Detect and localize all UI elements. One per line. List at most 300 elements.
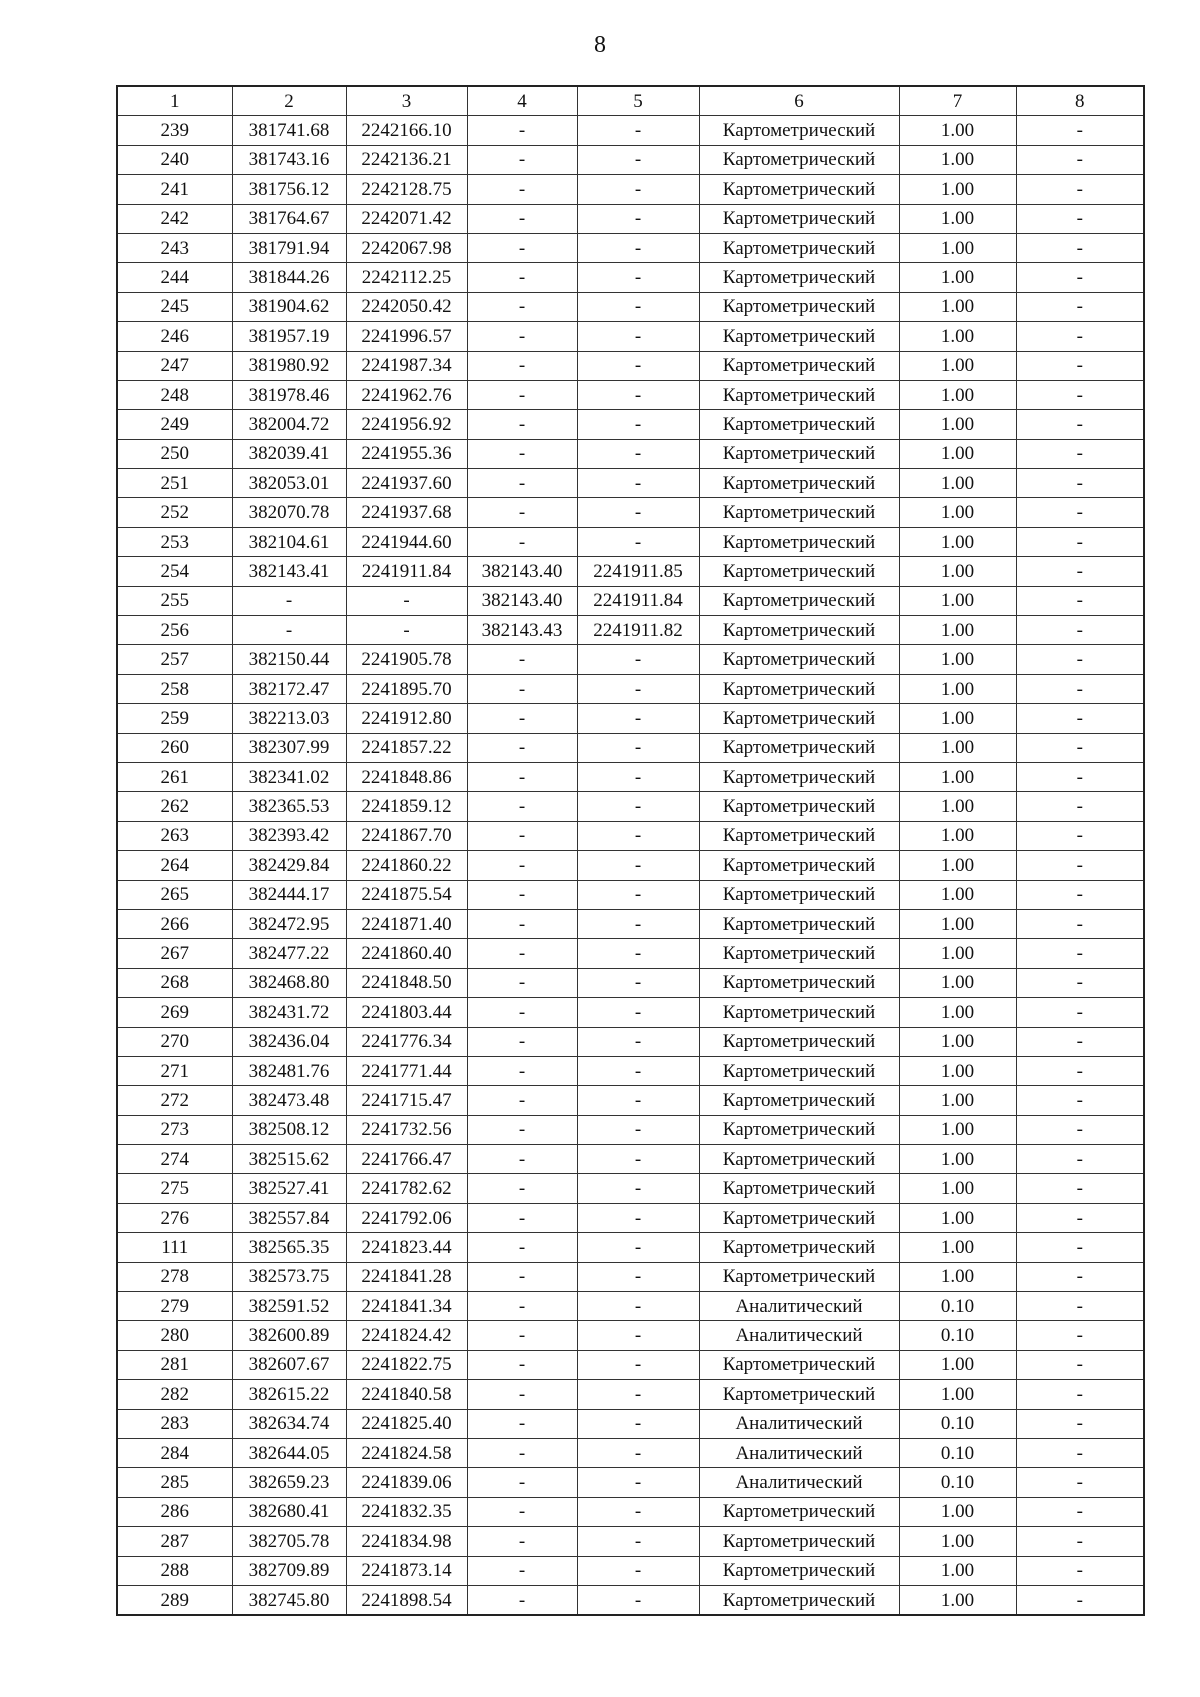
- table-header: [117, 86, 1144, 116]
- cell-method: Картометрический: [699, 968, 899, 997]
- column-header-1: 1: [117, 86, 232, 116]
- cell-note: -: [1016, 1321, 1144, 1350]
- cell-accuracy: 1.00: [899, 674, 1016, 703]
- cell-accuracy: 1.00: [899, 292, 1016, 321]
- cell-y-coordinate: 2241823.44: [346, 1233, 467, 1262]
- cell-x-coordinate-alt: -: [467, 322, 577, 351]
- cell-y-coordinate: 2242067.98: [346, 233, 467, 262]
- table-row: [117, 1233, 1144, 1262]
- cell-y-coordinate: 2241871.40: [346, 909, 467, 938]
- cell-point-number: 268: [117, 968, 232, 997]
- cell-accuracy: 1.00: [899, 1145, 1016, 1174]
- cell-x-coordinate-alt: -: [467, 1321, 577, 1350]
- cell-note: -: [1016, 1438, 1144, 1467]
- cell-x-coordinate-alt: -: [467, 527, 577, 556]
- cell-note: -: [1016, 1497, 1144, 1526]
- cell-method: Картометрический: [699, 939, 899, 968]
- cell-accuracy: 0.10: [899, 1468, 1016, 1497]
- table-row: [117, 380, 1144, 409]
- cell-method: Картометрический: [699, 1233, 899, 1262]
- cell-x-coordinate: 382307.99: [232, 733, 346, 762]
- cell-y-coordinate: 2241776.34: [346, 1027, 467, 1056]
- cell-y-coordinate: 2242136.21: [346, 145, 467, 174]
- table-row: [117, 586, 1144, 615]
- cell-x-coordinate: 382709.89: [232, 1556, 346, 1585]
- cell-y-coordinate-alt: -: [577, 1086, 699, 1115]
- cell-y-coordinate-alt: -: [577, 762, 699, 791]
- cell-method: Картометрический: [699, 851, 899, 880]
- cell-accuracy: 1.00: [899, 645, 1016, 674]
- cell-y-coordinate-alt: -: [577, 733, 699, 762]
- cell-y-coordinate-alt: -: [577, 322, 699, 351]
- cell-note: -: [1016, 968, 1144, 997]
- cell-x-coordinate-alt: -: [467, 1145, 577, 1174]
- cell-x-coordinate: 382070.78: [232, 498, 346, 527]
- cell-x-coordinate: 381957.19: [232, 322, 346, 351]
- column-header-4: 4: [467, 86, 577, 116]
- cell-y-coordinate: 2241987.34: [346, 351, 467, 380]
- cell-point-number: 245: [117, 292, 232, 321]
- table-row: [117, 1438, 1144, 1467]
- cell-x-coordinate-alt: -: [467, 733, 577, 762]
- cell-x-coordinate: 382565.35: [232, 1233, 346, 1262]
- table-row: [117, 704, 1144, 733]
- cell-y-coordinate: 2242112.25: [346, 263, 467, 292]
- cell-method: Картометрический: [699, 616, 899, 645]
- cell-note: -: [1016, 1292, 1144, 1321]
- cell-point-number: 244: [117, 263, 232, 292]
- table-row: [117, 498, 1144, 527]
- cell-y-coordinate-alt: -: [577, 175, 699, 204]
- cell-x-coordinate: 382365.53: [232, 792, 346, 821]
- cell-y-coordinate-alt: -: [577, 1262, 699, 1291]
- table-row: [117, 1027, 1144, 1056]
- cell-note: -: [1016, 145, 1144, 174]
- cell-note: -: [1016, 1380, 1144, 1409]
- cell-accuracy: 1.00: [899, 145, 1016, 174]
- cell-x-coordinate: 382436.04: [232, 1027, 346, 1056]
- table-row: [117, 792, 1144, 821]
- cell-point-number: 269: [117, 998, 232, 1027]
- table-row: [117, 1321, 1144, 1350]
- cell-y-coordinate: 2241857.22: [346, 733, 467, 762]
- cell-y-coordinate: 2241860.22: [346, 851, 467, 880]
- cell-point-number: 282: [117, 1380, 232, 1409]
- cell-y-coordinate-alt: -: [577, 292, 699, 321]
- cell-x-coordinate-alt: -: [467, 380, 577, 409]
- cell-x-coordinate: 382039.41: [232, 439, 346, 468]
- cell-x-coordinate-alt: 382143.43: [467, 616, 577, 645]
- cell-note: -: [1016, 762, 1144, 791]
- cell-note: -: [1016, 909, 1144, 938]
- cell-note: -: [1016, 821, 1144, 850]
- cell-x-coordinate-alt: -: [467, 762, 577, 791]
- cell-method: Картометрический: [699, 175, 899, 204]
- cell-y-coordinate-alt: -: [577, 1203, 699, 1232]
- cell-y-coordinate-alt: -: [577, 1115, 699, 1144]
- cell-y-coordinate: 2241875.54: [346, 880, 467, 909]
- cell-y-coordinate-alt: -: [577, 1233, 699, 1262]
- cell-accuracy: 1.00: [899, 1585, 1016, 1615]
- cell-accuracy: 1.00: [899, 821, 1016, 850]
- cell-point-number: 265: [117, 880, 232, 909]
- cell-accuracy: 1.00: [899, 586, 1016, 615]
- cell-accuracy: 1.00: [899, 380, 1016, 409]
- cell-method: Картометрический: [699, 733, 899, 762]
- cell-y-coordinate-alt: -: [577, 380, 699, 409]
- cell-y-coordinate: 2241792.06: [346, 1203, 467, 1232]
- cell-x-coordinate-alt: -: [467, 116, 577, 145]
- cell-accuracy: 1.00: [899, 939, 1016, 968]
- column-header-8: 8: [1016, 86, 1144, 116]
- cell-point-number: 281: [117, 1350, 232, 1379]
- cell-y-coordinate-alt: -: [577, 1585, 699, 1615]
- cell-method: Картометрический: [699, 645, 899, 674]
- table-row: [117, 1145, 1144, 1174]
- cell-point-number: 287: [117, 1527, 232, 1556]
- cell-point-number: 249: [117, 410, 232, 439]
- cell-y-coordinate: 2242166.10: [346, 116, 467, 145]
- table-row: [117, 645, 1144, 674]
- cell-y-coordinate: 2241822.75: [346, 1350, 467, 1379]
- cell-x-coordinate: -: [232, 586, 346, 615]
- cell-note: -: [1016, 380, 1144, 409]
- table-row: [117, 439, 1144, 468]
- cell-point-number: 276: [117, 1203, 232, 1232]
- table-row: [117, 1174, 1144, 1203]
- cell-accuracy: 1.00: [899, 175, 1016, 204]
- cell-method: Картометрический: [699, 704, 899, 733]
- cell-point-number: 259: [117, 704, 232, 733]
- cell-x-coordinate-alt: -: [467, 1497, 577, 1526]
- cell-note: -: [1016, 1145, 1144, 1174]
- cell-y-coordinate: 2241782.62: [346, 1174, 467, 1203]
- cell-x-coordinate: 382468.80: [232, 968, 346, 997]
- page-number: 8: [594, 32, 606, 58]
- cell-method: Картометрический: [699, 527, 899, 556]
- column-header-2: 2: [232, 86, 346, 116]
- cell-x-coordinate-alt: -: [467, 410, 577, 439]
- cell-point-number: 284: [117, 1438, 232, 1467]
- cell-y-coordinate-alt: -: [577, 1027, 699, 1056]
- cell-accuracy: 1.00: [899, 616, 1016, 645]
- cell-x-coordinate-alt: -: [467, 821, 577, 850]
- cell-y-coordinate-alt: -: [577, 851, 699, 880]
- cell-x-coordinate-alt: -: [467, 439, 577, 468]
- table-row: [117, 821, 1144, 850]
- cell-point-number: 274: [117, 1145, 232, 1174]
- cell-accuracy: 1.00: [899, 557, 1016, 586]
- cell-method: Картометрический: [699, 998, 899, 1027]
- table-row: [117, 1380, 1144, 1409]
- cell-point-number: 248: [117, 380, 232, 409]
- cell-x-coordinate-alt: -: [467, 351, 577, 380]
- cell-point-number: 283: [117, 1409, 232, 1438]
- cell-x-coordinate: 382600.89: [232, 1321, 346, 1350]
- cell-x-coordinate-alt: -: [467, 1527, 577, 1556]
- cell-y-coordinate: 2242071.42: [346, 204, 467, 233]
- cell-accuracy: 1.00: [899, 351, 1016, 380]
- cell-method: Картометрический: [699, 498, 899, 527]
- column-header-3: 3: [346, 86, 467, 116]
- cell-x-coordinate-alt: -: [467, 1380, 577, 1409]
- cell-point-number: 250: [117, 439, 232, 468]
- cell-y-coordinate-alt: -: [577, 498, 699, 527]
- cell-y-coordinate: 2241841.34: [346, 1292, 467, 1321]
- cell-point-number: 246: [117, 322, 232, 351]
- cell-note: -: [1016, 410, 1144, 439]
- cell-x-coordinate-alt: 382143.40: [467, 586, 577, 615]
- cell-x-coordinate: 382150.44: [232, 645, 346, 674]
- cell-note: -: [1016, 1056, 1144, 1085]
- cell-x-coordinate: 382557.84: [232, 1203, 346, 1232]
- cell-accuracy: 1.00: [899, 1262, 1016, 1291]
- cell-method: Картометрический: [699, 1350, 899, 1379]
- cell-y-coordinate-alt: -: [577, 116, 699, 145]
- cell-x-coordinate-alt: -: [467, 233, 577, 262]
- cell-note: -: [1016, 557, 1144, 586]
- cell-x-coordinate: 382473.48: [232, 1086, 346, 1115]
- table-row: [117, 1203, 1144, 1232]
- cell-x-coordinate: 381743.16: [232, 145, 346, 174]
- table-row: [117, 1585, 1144, 1615]
- cell-x-coordinate-alt: -: [467, 1292, 577, 1321]
- cell-method: Картометрический: [699, 1585, 899, 1615]
- cell-x-coordinate: 382053.01: [232, 469, 346, 498]
- cell-accuracy: 1.00: [899, 1497, 1016, 1526]
- cell-x-coordinate: 382477.22: [232, 939, 346, 968]
- table-row: [117, 968, 1144, 997]
- cell-accuracy: 1.00: [899, 851, 1016, 880]
- cell-method: Картометрический: [699, 1262, 899, 1291]
- cell-y-coordinate: 2241803.44: [346, 998, 467, 1027]
- column-header-6: 6: [699, 86, 899, 116]
- cell-x-coordinate-alt: -: [467, 645, 577, 674]
- table-body: [117, 116, 1144, 1615]
- cell-accuracy: 1.00: [899, 469, 1016, 498]
- cell-note: -: [1016, 1585, 1144, 1615]
- cell-x-coordinate: 382615.22: [232, 1380, 346, 1409]
- cell-x-coordinate: 382431.72: [232, 998, 346, 1027]
- table-row: [117, 1056, 1144, 1085]
- cell-x-coordinate-alt: -: [467, 939, 577, 968]
- cell-y-coordinate-alt: -: [577, 527, 699, 556]
- cell-y-coordinate: 2242128.75: [346, 175, 467, 204]
- cell-accuracy: 1.00: [899, 116, 1016, 145]
- cell-x-coordinate: 381791.94: [232, 233, 346, 262]
- cell-method: Картометрический: [699, 233, 899, 262]
- cell-y-coordinate: 2241840.58: [346, 1380, 467, 1409]
- cell-note: -: [1016, 204, 1144, 233]
- cell-note: -: [1016, 704, 1144, 733]
- cell-method: Картометрический: [699, 145, 899, 174]
- cell-y-coordinate: 2241732.56: [346, 1115, 467, 1144]
- cell-point-number: 279: [117, 1292, 232, 1321]
- cell-note: -: [1016, 1233, 1144, 1262]
- cell-x-coordinate: 382634.74: [232, 1409, 346, 1438]
- cell-y-coordinate: 2241956.92: [346, 410, 467, 439]
- table-row: [117, 175, 1144, 204]
- cell-x-coordinate: 382004.72: [232, 410, 346, 439]
- table-row: [117, 145, 1144, 174]
- cell-point-number: 242: [117, 204, 232, 233]
- table-row: [117, 1086, 1144, 1115]
- cell-x-coordinate-alt: -: [467, 263, 577, 292]
- cell-method: Картометрический: [699, 469, 899, 498]
- cell-note: -: [1016, 674, 1144, 703]
- table-row: [117, 1556, 1144, 1585]
- cell-note: -: [1016, 527, 1144, 556]
- cell-method: Картометрический: [699, 410, 899, 439]
- cell-note: -: [1016, 233, 1144, 262]
- cell-y-coordinate: 2241944.60: [346, 527, 467, 556]
- cell-accuracy: 1.00: [899, 998, 1016, 1027]
- cell-y-coordinate-alt: -: [577, 1497, 699, 1526]
- cell-method: Картометрический: [699, 1086, 899, 1115]
- cell-y-coordinate: 2241873.14: [346, 1556, 467, 1585]
- cell-x-coordinate: 382213.03: [232, 704, 346, 733]
- cell-x-coordinate-alt: -: [467, 674, 577, 703]
- cell-y-coordinate-alt: -: [577, 204, 699, 233]
- cell-x-coordinate-alt: -: [467, 292, 577, 321]
- cell-y-coordinate-alt: -: [577, 704, 699, 733]
- cell-note: -: [1016, 1174, 1144, 1203]
- cell-note: -: [1016, 586, 1144, 615]
- cell-method: Картометрический: [699, 351, 899, 380]
- cell-note: -: [1016, 292, 1144, 321]
- cell-y-coordinate-alt: -: [577, 792, 699, 821]
- cell-x-coordinate: 382341.02: [232, 762, 346, 791]
- cell-y-coordinate-alt: -: [577, 145, 699, 174]
- cell-note: -: [1016, 1027, 1144, 1056]
- cell-y-coordinate-alt: -: [577, 1145, 699, 1174]
- table-row: [117, 116, 1144, 145]
- cell-note: -: [1016, 1527, 1144, 1556]
- cell-x-coordinate: 382527.41: [232, 1174, 346, 1203]
- cell-accuracy: 1.00: [899, 204, 1016, 233]
- cell-method: Картометрический: [699, 1115, 899, 1144]
- cell-accuracy: 1.00: [899, 880, 1016, 909]
- cell-x-coordinate: 382591.52: [232, 1292, 346, 1321]
- cell-x-coordinate-alt: -: [467, 145, 577, 174]
- cell-accuracy: 0.10: [899, 1409, 1016, 1438]
- cell-method: Картометрический: [699, 1527, 899, 1556]
- cell-y-coordinate: 2241895.70: [346, 674, 467, 703]
- table-row: [117, 351, 1144, 380]
- cell-point-number: 270: [117, 1027, 232, 1056]
- table-row: [117, 1468, 1144, 1497]
- table-row: [117, 469, 1144, 498]
- table-row: [117, 762, 1144, 791]
- cell-x-coordinate: -: [232, 616, 346, 645]
- cell-x-coordinate: 381844.26: [232, 263, 346, 292]
- table-row: [117, 263, 1144, 292]
- cell-x-coordinate: 381978.46: [232, 380, 346, 409]
- cell-x-coordinate-alt: -: [467, 851, 577, 880]
- cell-method: Картометрический: [699, 762, 899, 791]
- cell-y-coordinate: 2241771.44: [346, 1056, 467, 1085]
- table-row: [117, 616, 1144, 645]
- cell-note: -: [1016, 880, 1144, 909]
- cell-accuracy: 1.00: [899, 733, 1016, 762]
- cell-x-coordinate: 382705.78: [232, 1527, 346, 1556]
- cell-method: Картометрический: [699, 1203, 899, 1232]
- cell-point-number: 266: [117, 909, 232, 938]
- cell-method: Картометрический: [699, 439, 899, 468]
- cell-note: -: [1016, 939, 1144, 968]
- cell-note: -: [1016, 998, 1144, 1027]
- cell-accuracy: 0.10: [899, 1438, 1016, 1467]
- cell-accuracy: 1.00: [899, 909, 1016, 938]
- cell-y-coordinate: 2241898.54: [346, 1585, 467, 1615]
- cell-x-coordinate: 382573.75: [232, 1262, 346, 1291]
- cell-note: -: [1016, 733, 1144, 762]
- cell-y-coordinate: -: [346, 616, 467, 645]
- cell-point-number: 271: [117, 1056, 232, 1085]
- cell-x-coordinate-alt: -: [467, 1174, 577, 1203]
- cell-y-coordinate-alt: -: [577, 1438, 699, 1467]
- cell-x-coordinate-alt: -: [467, 704, 577, 733]
- table-row: [117, 1350, 1144, 1379]
- cell-point-number: 251: [117, 469, 232, 498]
- cell-y-coordinate-alt: 2241911.82: [577, 616, 699, 645]
- cell-x-coordinate-alt: -: [467, 204, 577, 233]
- cell-accuracy: 1.00: [899, 1027, 1016, 1056]
- cell-x-coordinate-alt: -: [467, 880, 577, 909]
- cell-x-coordinate: 381904.62: [232, 292, 346, 321]
- cell-accuracy: 1.00: [899, 1115, 1016, 1144]
- cell-point-number: 240: [117, 145, 232, 174]
- cell-method: Картометрический: [699, 380, 899, 409]
- cell-y-coordinate: 2241937.68: [346, 498, 467, 527]
- cell-y-coordinate-alt: -: [577, 1174, 699, 1203]
- table-row: [117, 674, 1144, 703]
- cell-y-coordinate-alt: -: [577, 1292, 699, 1321]
- table-row: [117, 939, 1144, 968]
- cell-accuracy: 1.00: [899, 322, 1016, 351]
- cell-y-coordinate-alt: -: [577, 263, 699, 292]
- cell-method: Картометрический: [699, 880, 899, 909]
- table-row: [117, 1497, 1144, 1526]
- cell-accuracy: 1.00: [899, 1380, 1016, 1409]
- cell-point-number: 256: [117, 616, 232, 645]
- cell-accuracy: 1.00: [899, 498, 1016, 527]
- cell-method: Аналитический: [699, 1468, 899, 1497]
- cell-point-number: 260: [117, 733, 232, 762]
- cell-y-coordinate: 2241905.78: [346, 645, 467, 674]
- cell-point-number: 285: [117, 1468, 232, 1497]
- cell-note: -: [1016, 1262, 1144, 1291]
- table-row: [117, 909, 1144, 938]
- cell-point-number: 262: [117, 792, 232, 821]
- cell-accuracy: 1.00: [899, 1174, 1016, 1203]
- cell-note: -: [1016, 851, 1144, 880]
- cell-accuracy: 1.00: [899, 968, 1016, 997]
- cell-method: Аналитический: [699, 1438, 899, 1467]
- cell-x-coordinate-alt: -: [467, 498, 577, 527]
- cell-accuracy: 1.00: [899, 1056, 1016, 1085]
- cell-point-number: 280: [117, 1321, 232, 1350]
- cell-y-coordinate-alt: -: [577, 909, 699, 938]
- cell-point-number: 264: [117, 851, 232, 880]
- cell-x-coordinate: 382515.62: [232, 1145, 346, 1174]
- cell-x-coordinate: 381980.92: [232, 351, 346, 380]
- cell-x-coordinate: 382429.84: [232, 851, 346, 880]
- table-row: [117, 233, 1144, 262]
- cell-point-number: 255: [117, 586, 232, 615]
- cell-note: -: [1016, 439, 1144, 468]
- cell-method: Аналитический: [699, 1409, 899, 1438]
